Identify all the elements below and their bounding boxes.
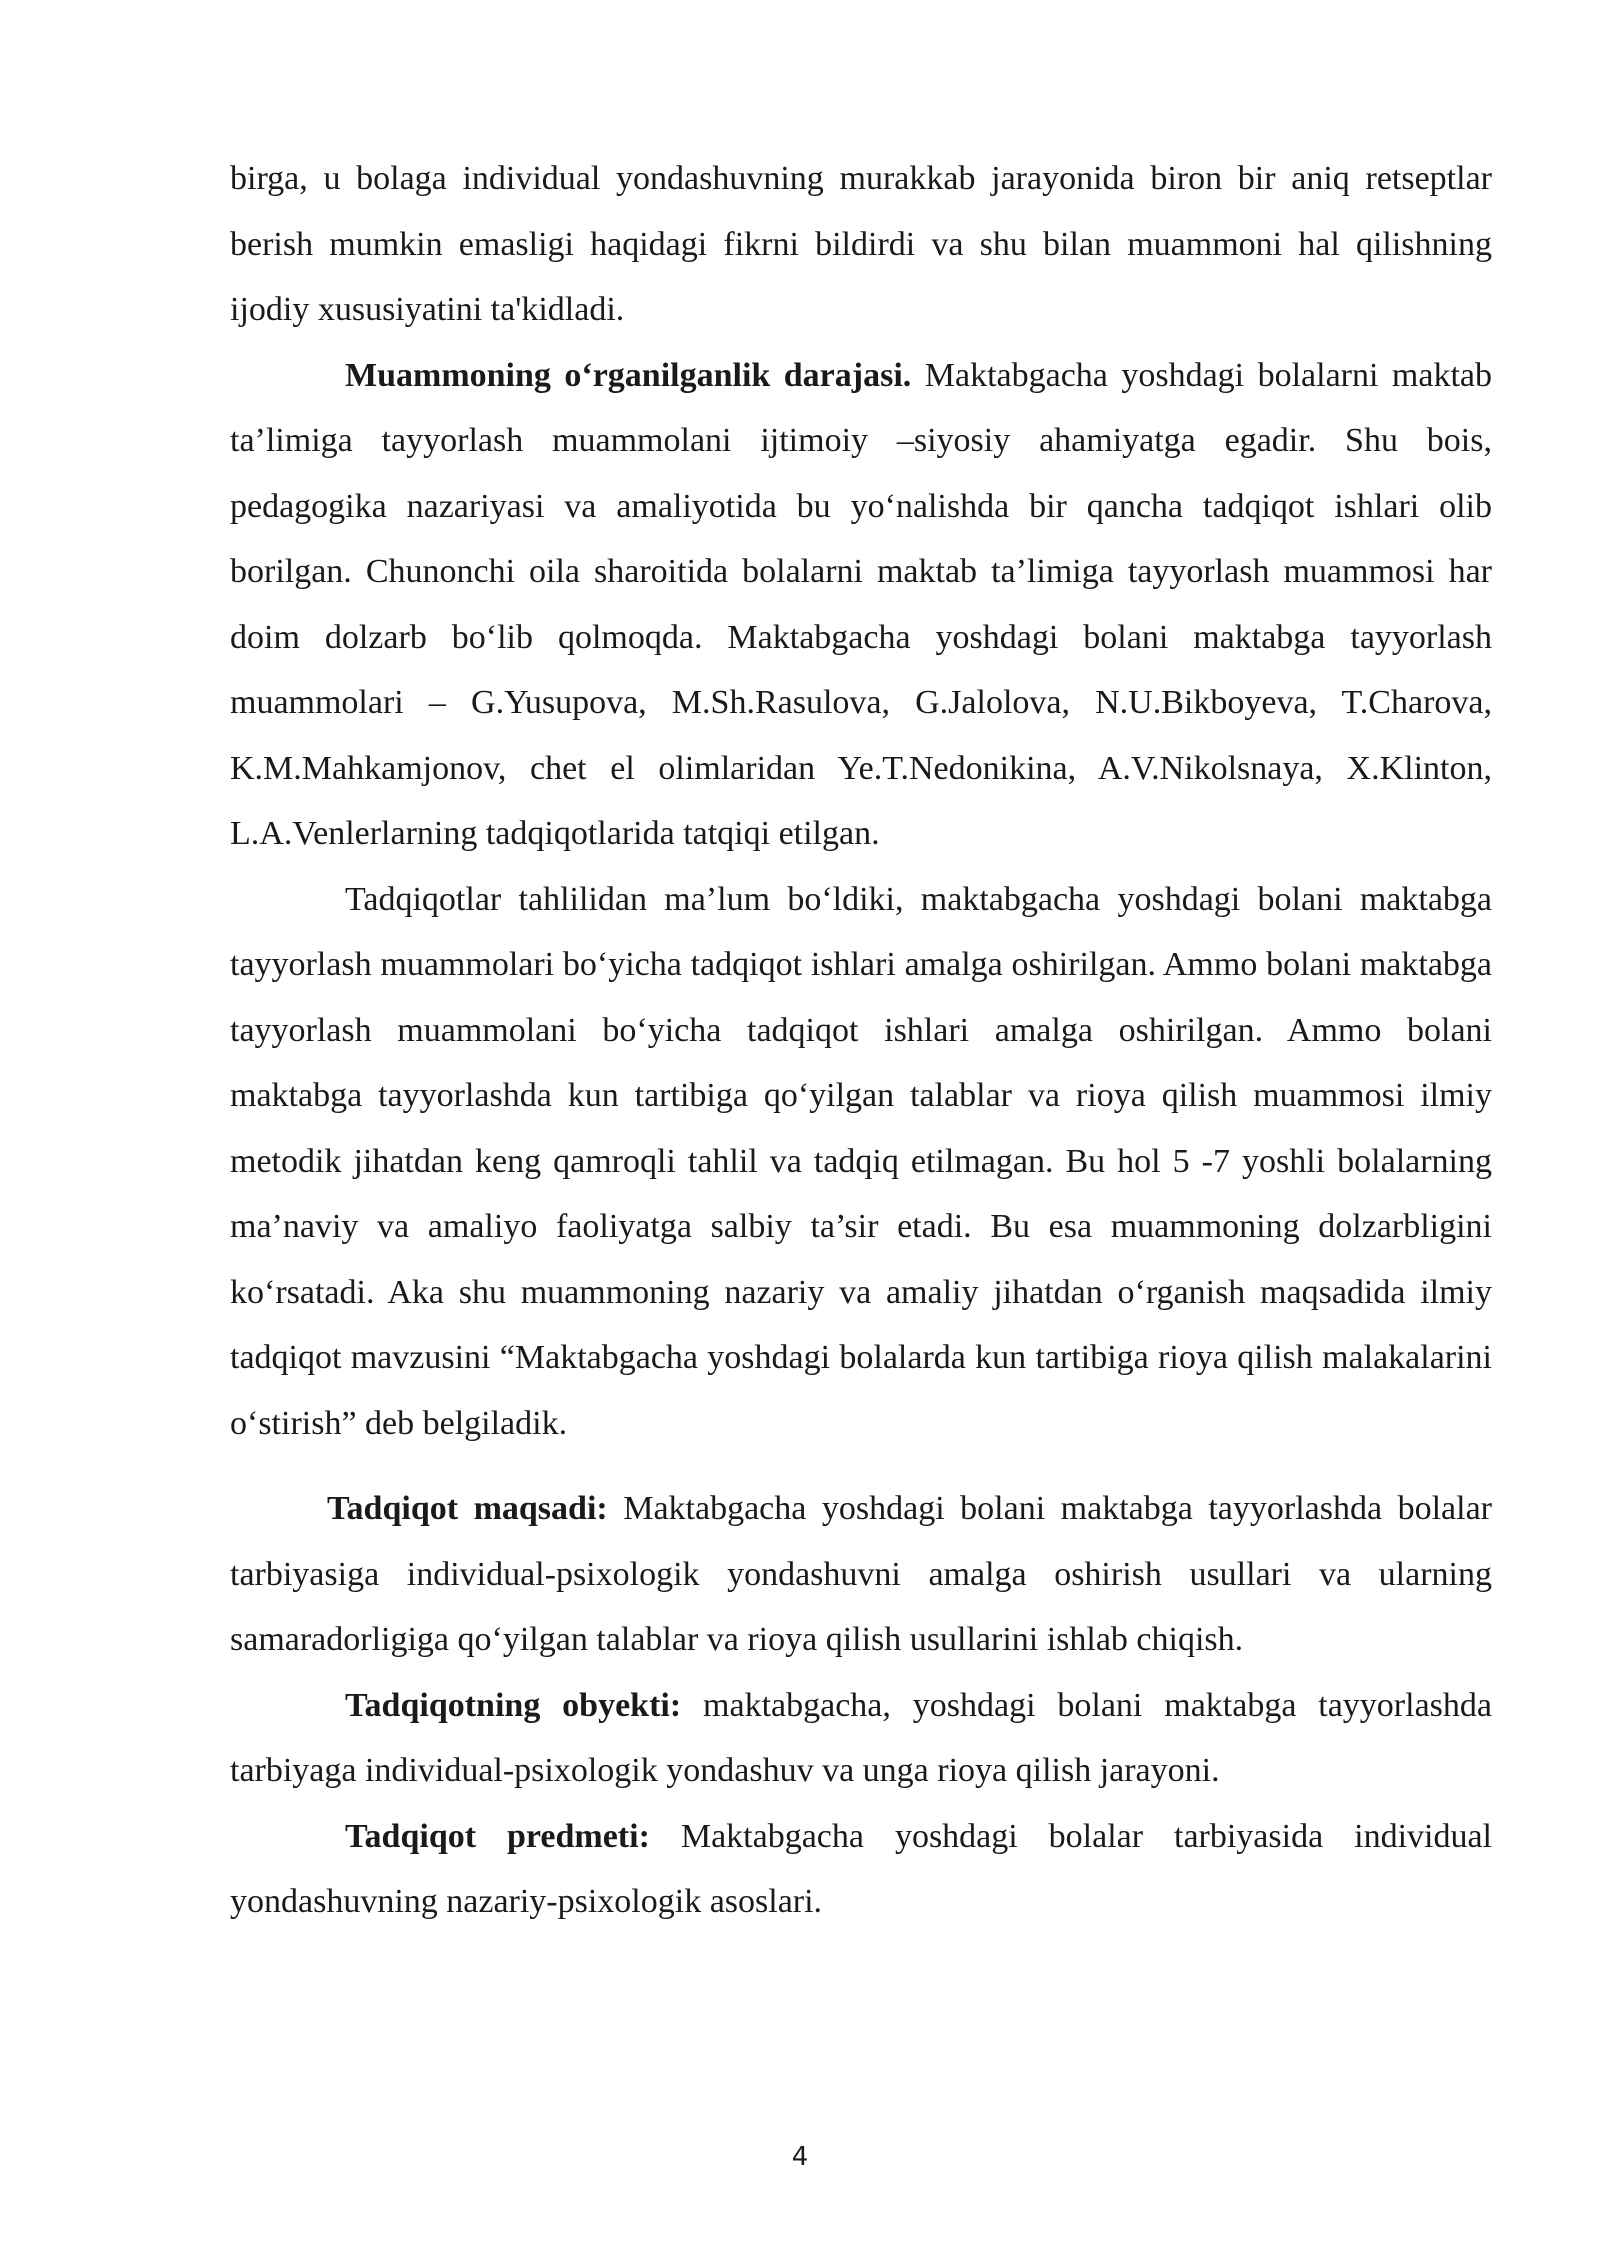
paragraph-text: Tadqiqotlar tahlilidan ma’lum bo‘ldiki, maktabgacha yoshdagi bolani maktabga tayyorlash muammolari bo‘yicha tadqiqot ishlari amalga oshirilgan. Ammo bolani maktabga tayyorlash muammolani bo‘yicha tadqiqot ishlari amalga oshirilgan. Ammo bolani maktabga tayyorlashda kun tartibiga qo‘yilgan talablar va rioya qilish muammosi ilmiy metodik jihatdan keng qamroqli tahlil va tadqiq etilmagan. Bu hol 5 -7 yoshli bolalarning ma’naviy va amaliyo faoliyatga salbiy ta’sir etadi. Bu esa muammoning dolzarbligini ko‘rsatadi. Aka shu muammoning nazariy va amaliy jihatdan o‘rganish maqsadida ilmiy tadqiqot mavzusini “Maktabgacha yoshdagi bolalarda kun tartibiga rioya qilish malakalarini o‘stirish” deb belgiladik. bbox=[230, 880, 1492, 1442]
paragraph-continuation bbox=[230, 146, 1492, 343]
paragraph-research-object bbox=[230, 1673, 1492, 1804]
paragraph-research-goal bbox=[230, 1476, 1492, 1673]
section-heading-research-level: Muammoning o‘rganilganlik darajasi. bbox=[345, 356, 912, 394]
paragraph-research-subject bbox=[230, 1804, 1492, 1935]
paragraph-text: Maktabgacha yoshdagi bolalar tarbiyasida individual yondashuvning nazariy-psixologik asoslari. bbox=[230, 1817, 1492, 1920]
page-number: 4 bbox=[791, 2142, 809, 2172]
section-heading-research-object: Tadqiqotning obyekti: bbox=[345, 1686, 682, 1724]
paragraph-research-level bbox=[230, 343, 1492, 867]
paragraph-analysis bbox=[230, 867, 1492, 1457]
section-heading-research-goal: Tadqiqot maqsadi: bbox=[327, 1490, 608, 1527]
paragraph-text: maktabgacha, yoshdagi bolani maktabga tayyorlashda tarbiyaga individual-psixologik yondashuv va unga rioya qilish jarayoni. bbox=[230, 1686, 1492, 1789]
paragraph-text: Maktabgacha yoshdagi bolalarni maktab ta’limiga tayyorlash muammolani ijtimoiy –siyosiy ahamiyatga egadir. Shu bois, pedagogika nazariyasi va amaliyotida bu yo‘nalishda bir qancha tadqiqot ishlari olib borilgan. Chunonchi oila sharoitida bolalarni maktab ta’limiga tayyorlash muammosi har doim dolzarb bo‘lib qolmoqda. Maktabgacha yoshdagi bolani maktabga tayyorlash muammolari – G.Yusupova, M.Sh.Rasulova, G.Jalolova, N.U.Bikboyeva, T.Charova, K.M.Mahkamjonov, chet el olimlaridan Ye.T.Nedonikina, A.V.Nikolsnaya, X.Klinton, L.A.Venlerlarning tadqiqotlarida tatqiqi etilgan. bbox=[230, 356, 1492, 852]
paragraph-text: birga, u bolaga individual yondashuvning murakkab jarayonida biron bir aniq retseptlar berish mumkin emasligi haqidagi fikrni bildirdi va shu bilan muammoni hal qilishning ijodiy xususiyatini ta'kidladi. bbox=[230, 160, 1492, 328]
paragraph-text: Maktabgacha yoshdagi bolani maktabga tayyorlashda bolalar tarbiyasiga individual-psixologik yondashuvni amalga oshirish usullari va ularning samaradorligiga qo‘yilgan talablar va rioya qilish usullarini ishlab chiqish. bbox=[230, 1490, 1492, 1658]
page-body bbox=[230, 146, 1492, 1935]
section-heading-research-subject: Tadqiqot predmeti: bbox=[345, 1817, 650, 1855]
